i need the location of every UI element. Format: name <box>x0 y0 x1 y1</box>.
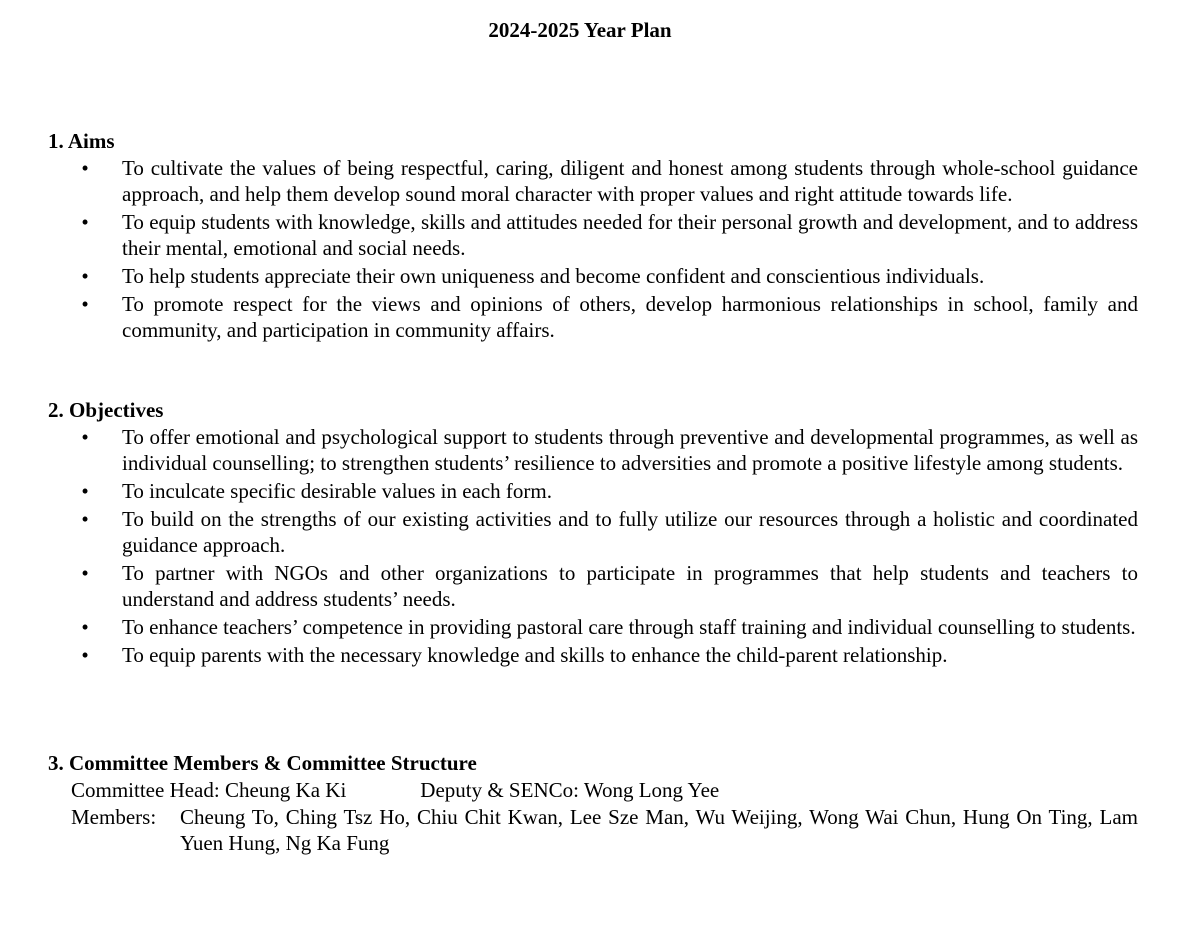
list-item-text: To enhance teachers’ competence in providing pastoral care through staff training and individual counselling to students. <box>122 615 1136 639</box>
objectives-list <box>48 424 1138 668</box>
committee-leads <box>48 777 1138 804</box>
list-item <box>48 155 1138 207</box>
bullet-icon: • <box>81 561 89 585</box>
list-item <box>48 642 1138 668</box>
aims-heading: 1. Aims <box>48 129 115 153</box>
aims-list <box>48 155 1138 343</box>
list-item-text: To promote respect for the views and opinions of others, develop harmonious relationships in school, family and community, and participation in community affairs. <box>122 292 1138 342</box>
list-item-text: To equip parents with the necessary knowledge and skills to enhance the child-parent relationship. <box>122 643 948 667</box>
committee-section <box>48 749 1138 856</box>
list-item <box>48 614 1138 640</box>
aims-section <box>48 127 1138 345</box>
bullet-icon: • <box>81 479 89 503</box>
list-item-text: To cultivate the values of being respectful, caring, diligent and honest among students through whole-school guidance approach, and help them develop sound moral character with proper values and right attitude towards life. <box>122 156 1138 206</box>
bullet-icon: • <box>81 156 89 180</box>
committee-heading: 3. Committee Members & Committee Structure <box>48 751 477 775</box>
list-item-text: To build on the strengths of our existing activities and to fully utilize our resources through a holistic and coordinated guidance approach. <box>122 507 1138 557</box>
committee-head: Committee Head: Cheung Ka Ki <box>71 778 347 802</box>
bullet-icon: • <box>81 643 89 667</box>
list-item-text: To equip students with knowledge, skills and attitudes needed for their personal growth and development, and to address their mental, emotional and social needs. <box>122 210 1138 260</box>
bullet-icon: • <box>81 264 89 288</box>
members-list: Cheung To, Ching Tsz Ho, Chiu Chit Kwan, Lee Sze Man, Wu Weijing, Wong Wai Chun, Hung On Ting, Lam Yuen Hung, Ng Ka Fung <box>180 805 1138 855</box>
list-item <box>48 209 1138 261</box>
bullet-icon: • <box>81 292 89 316</box>
list-item <box>48 291 1138 343</box>
committee-deputy: Deputy & SENCo: Wong Long Yee <box>420 778 720 802</box>
list-item-text: To help students appreciate their own uniqueness and become confident and conscientious individuals. <box>122 264 985 288</box>
objectives-section <box>48 396 1138 670</box>
committee-members <box>48 804 1138 856</box>
bullet-icon: • <box>81 425 89 449</box>
list-item <box>48 506 1138 558</box>
bullet-icon: • <box>81 210 89 234</box>
page-title: 2024-2025 Year Plan <box>488 18 672 42</box>
list-item-text: To inculcate specific desirable values in each form. <box>122 479 553 503</box>
list-item <box>48 263 1138 289</box>
list-item <box>48 560 1138 612</box>
list-item <box>48 478 1138 504</box>
bullet-icon: • <box>81 615 89 639</box>
list-item-text: To offer emotional and psychological support to students through preventive and developmental programmes, as well as individual counselling; to strengthen students’ resilience to adversities and promote a positive lifestyle among students. <box>122 425 1138 475</box>
list-item-text: To partner with NGOs and other organizations to participate in programmes that help students and teachers to understand and address students’ needs. <box>122 561 1138 611</box>
objectives-heading: 2. Objectives <box>48 398 164 422</box>
members-label: Members: <box>71 805 157 829</box>
list-item <box>48 424 1138 476</box>
bullet-icon: • <box>81 507 89 531</box>
